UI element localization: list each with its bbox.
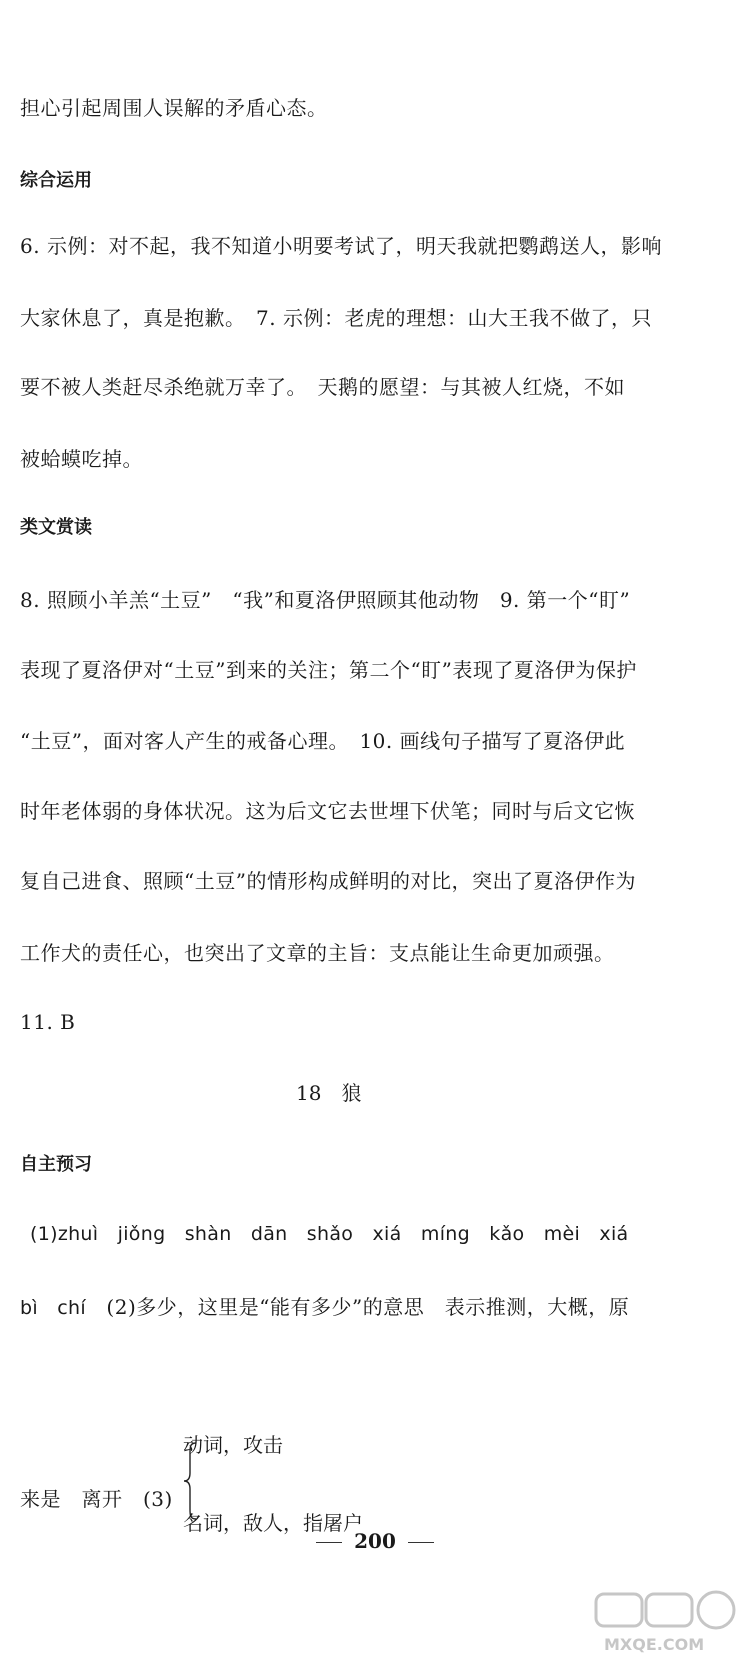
pinyin-line: (1)zhuì jiǒng shàn dān shǎo xiá míng kǎo mèi xiá	[30, 1223, 629, 1245]
section-heading-preview: 自主预习	[20, 1154, 92, 1175]
text-line: 时年老体弱的身体状况。这为后文它去世埋下伏笔；同时与后文它恢	[20, 799, 635, 823]
text-line: 11. B	[20, 1010, 76, 1034]
text-line: 担心引起周围人误解的矛盾心态。	[20, 96, 328, 120]
text-fragment: (2)多少，这里是“能有多少”的意思 表示推测，大概，原	[85, 1295, 630, 1319]
text-line	[20, 1293, 629, 1322]
page-number-dash-right	[408, 1542, 434, 1543]
section-heading-comprehensive: 综合运用	[20, 170, 92, 191]
brace-definition-group	[20, 1427, 420, 1537]
watermark-logo-icon	[592, 1588, 742, 1658]
text-line: 8. 照顾小羊羔“土豆” “我”和夏洛伊照顾其他动物 9. 第一个“盯”	[20, 588, 631, 612]
pinyin-fragment: bì chí	[20, 1297, 86, 1319]
watermark-text: MXQE.COM	[604, 1635, 705, 1654]
page-number-dash-left	[316, 1542, 342, 1543]
brace-top-text: 动词，攻击	[183, 1433, 283, 1457]
lesson-title: 18 狼	[296, 1081, 362, 1105]
page-number-value: 200	[354, 1529, 396, 1553]
text-line: “土豆”，面对客人产生的戒备心理。 10. 画线句子描写了夏洛伊此	[20, 729, 626, 753]
text-line: 6. 示例：对不起，我不知道小明要考试了，明天我就把鹦鹉送人，影响	[20, 234, 662, 258]
text-line: 复自己进食、照顾“土豆”的情形构成鲜明的对比，突出了夏洛伊作为	[20, 869, 636, 893]
text-line: 表现了夏洛伊对“土豆”到来的关注；第二个“盯”表现了夏洛伊为保护	[20, 658, 637, 682]
text-line: 大家休息了，真是抱歉。 7. 示例：老虎的理想：山大王我不做了，只	[20, 306, 652, 330]
brace-main-text: 来是 离开 (3)	[20, 1487, 173, 1511]
page-number	[0, 1527, 750, 1555]
section-heading-reading: 类文赏读	[20, 517, 92, 538]
text-line: 工作犬的责任心，也突出了文章的主旨：支点能让生命更加顽强。	[20, 941, 615, 965]
text-line: 要不被人类赶尽杀绝就万幸了。 天鹅的愿望：与其被人红烧，不如	[20, 375, 625, 399]
brace-bottom-text: 名词，敌人，指屠户	[183, 1511, 363, 1535]
text-line: 被蛤蟆吃掉。	[20, 447, 143, 471]
